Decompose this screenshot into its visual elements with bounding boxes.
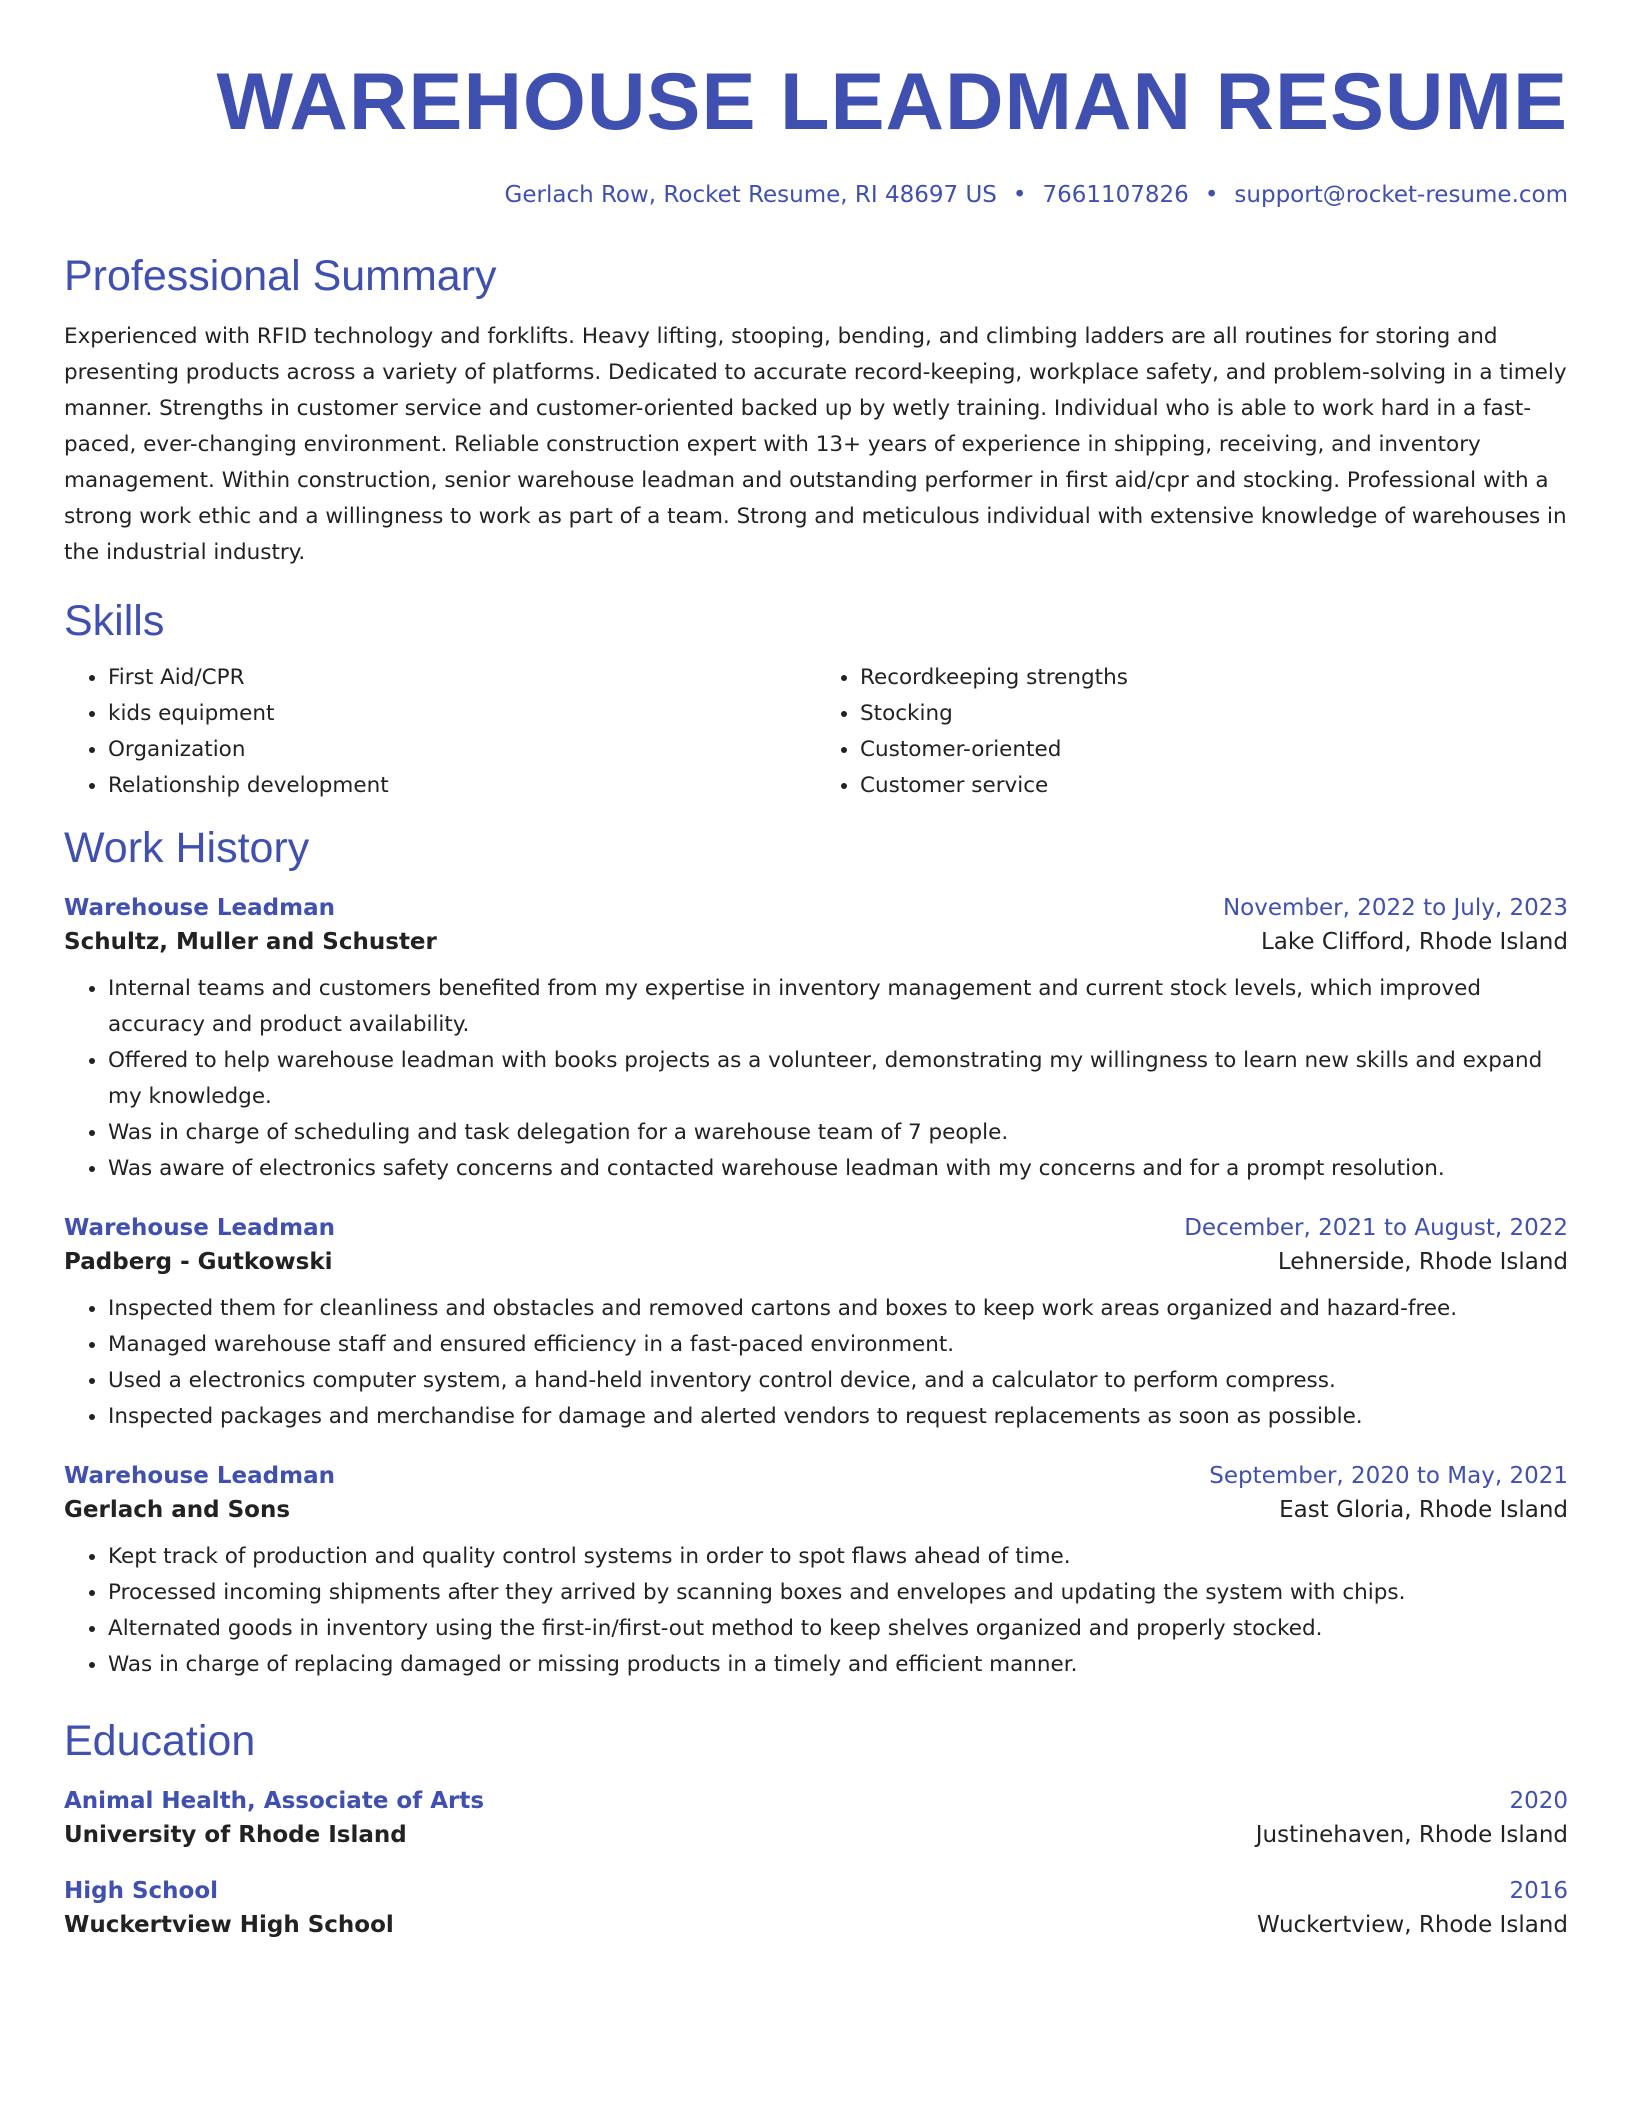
job-location: Lake Clifford, Rhode Island — [1260, 929, 1568, 955]
skill-item: • Relationship development — [108, 768, 816, 804]
skill-item: • Organization — [108, 732, 816, 768]
education-location: Wuckertview, Rhode Island — [1257, 1912, 1568, 1938]
job-company: Schultz, Muller and Schuster — [64, 929, 437, 955]
summary-heading: Professional Summary — [64, 252, 497, 300]
job-company: Padberg - Gutkowski — [64, 1249, 333, 1275]
education-header-row — [64, 1788, 1568, 1814]
skill-item: • Customer-oriented — [860, 732, 1568, 768]
job-header-row — [64, 895, 1568, 921]
job-bullet: • Alternated goods in inventory using the first-in/first-out method to keep shelves organized and properly stocked. — [108, 1611, 1568, 1647]
job-title: Warehouse Leadman — [64, 1463, 335, 1489]
job-bullet: • Inspected packages and merchandise for damage and alerted vendors to request replacements as soon as possible. — [108, 1399, 1568, 1435]
skills-heading: Skills — [64, 597, 165, 645]
job-location: East Gloria, Rhode Island — [1279, 1497, 1568, 1523]
job-bullets — [64, 1539, 1568, 1683]
job-bullets — [64, 1291, 1568, 1435]
job-bullet: • Was in charge of scheduling and task delegation for a warehouse team of 7 people. — [108, 1115, 1568, 1151]
job-entry — [64, 1463, 1568, 1683]
skills-grid — [64, 660, 1568, 804]
skill-item: • First Aid/CPR — [108, 660, 816, 696]
job-bullet: • Kept track of production and quality control systems in order to spot flaws ahead of time. — [108, 1539, 1568, 1575]
education-header-row — [64, 1878, 1568, 1904]
job-entry — [64, 1215, 1568, 1435]
contact-address: Gerlach Row, Rocket Resume, RI 48697 US — [504, 182, 997, 208]
contact-phone: 7661107826 — [1042, 182, 1189, 208]
education-section — [64, 1717, 1568, 1938]
job-bullet: • Was in charge of replacing damaged or missing products in a timely and efficient manner. — [108, 1647, 1568, 1683]
contact-separator: • — [1204, 182, 1219, 208]
job-bullet: • Was aware of electronics safety concerns and contacted warehouse leadman with my concerns and for a prompt resolution. — [108, 1151, 1568, 1187]
work-history-heading: Work History — [64, 824, 310, 872]
job-header-row — [64, 1463, 1568, 1489]
job-dates: November, 2022 to July, 2023 — [1222, 895, 1568, 921]
job-bullets — [64, 971, 1568, 1187]
job-dates: December, 2021 to August, 2022 — [1184, 1215, 1568, 1241]
contact-separator: • — [1012, 182, 1027, 208]
education-year: 2020 — [1509, 1788, 1568, 1814]
contact-line — [64, 182, 1568, 208]
education-school-row — [64, 1822, 1568, 1848]
skills-list-left — [64, 660, 816, 804]
work-history-section — [64, 824, 1568, 1683]
education-school-row — [64, 1912, 1568, 1938]
job-title: Warehouse Leadman — [64, 895, 335, 921]
job-bullet: • Offered to help warehouse leadman with books projects as a volunteer, demonstrating my willingness to learn new skills and expand my knowledge. — [108, 1043, 1568, 1115]
education-school: Wuckertview High School — [64, 1912, 394, 1938]
education-location: Justinehaven, Rhode Island — [1255, 1822, 1568, 1848]
job-bullet: • Inspected them for cleanliness and obstacles and removed cartons and boxes to keep work areas organized and hazard-free. — [108, 1291, 1568, 1327]
education-year: 2016 — [1509, 1878, 1568, 1904]
resume-title: WAREHOUSE LEADMAN RESUME — [216, 57, 1568, 147]
job-bullet: • Processed incoming shipments after they arrived by scanning boxes and envelopes and updating the system with chips. — [108, 1575, 1568, 1611]
job-company-row — [64, 929, 1568, 955]
job-location: Lehnerside, Rhode Island — [1277, 1249, 1568, 1275]
education-entry — [64, 1878, 1568, 1938]
skill-item: • Recordkeeping strengths — [860, 660, 1568, 696]
job-title: Warehouse Leadman — [64, 1215, 335, 1241]
summary-section — [64, 252, 1568, 571]
skills-section — [64, 597, 1568, 804]
summary-text: Experienced with RFID technology and forklifts. Heavy lifting, stooping, bending, and climbing ladders are all routines for storing and presenting products across a variety of platforms. Dedicated to accurate record-keeping, workplace safety, and problem-solving in a timely manner. Strengths in customer service and customer-oriented backed up by wetly training. Individual who is able to work hard in a fast-paced, ever-changing environment. Reliable construction expert with 13+ years of experience in shipping, receiving, and inventory management. Within construction, senior warehouse leadman and outstanding performer in first aid/cpr and stocking. Professional with a strong work ethic and a willingness to work as part of a team. Strong and meticulous individual with extensive knowledge of warehouses in the industrial industry. — [64, 324, 1567, 565]
education-degree: High School — [64, 1878, 219, 1904]
job-company: Gerlach and Sons — [64, 1497, 291, 1523]
education-entry — [64, 1788, 1568, 1848]
job-header-row — [64, 1215, 1568, 1241]
resume-header — [64, 0, 1568, 208]
skill-item: • Stocking — [860, 696, 1568, 732]
job-dates: September, 2020 to May, 2021 — [1209, 1463, 1568, 1489]
skills-list-right — [816, 660, 1568, 804]
job-company-row — [64, 1249, 1568, 1275]
job-bullet: • Managed warehouse staff and ensured efficiency in a fast-paced environment. — [108, 1327, 1568, 1363]
job-entry — [64, 895, 1568, 1187]
skill-item: • kids equipment — [108, 696, 816, 732]
job-company-row — [64, 1497, 1568, 1523]
skill-item: • Customer service — [860, 768, 1568, 804]
education-degree: Animal Health, Associate of Arts — [64, 1788, 485, 1814]
job-bullet: • Internal teams and customers benefited from my expertise in inventory management and current stock levels, which improved accuracy and product availability. — [108, 971, 1568, 1043]
contact-email[interactable]: support@rocket-resume.com — [1234, 182, 1568, 208]
education-heading: Education — [64, 1717, 256, 1765]
education-school: University of Rhode Island — [64, 1822, 407, 1848]
job-bullet: • Used a electronics computer system, a hand-held inventory control device, and a calculator to perform compress. — [108, 1363, 1568, 1399]
